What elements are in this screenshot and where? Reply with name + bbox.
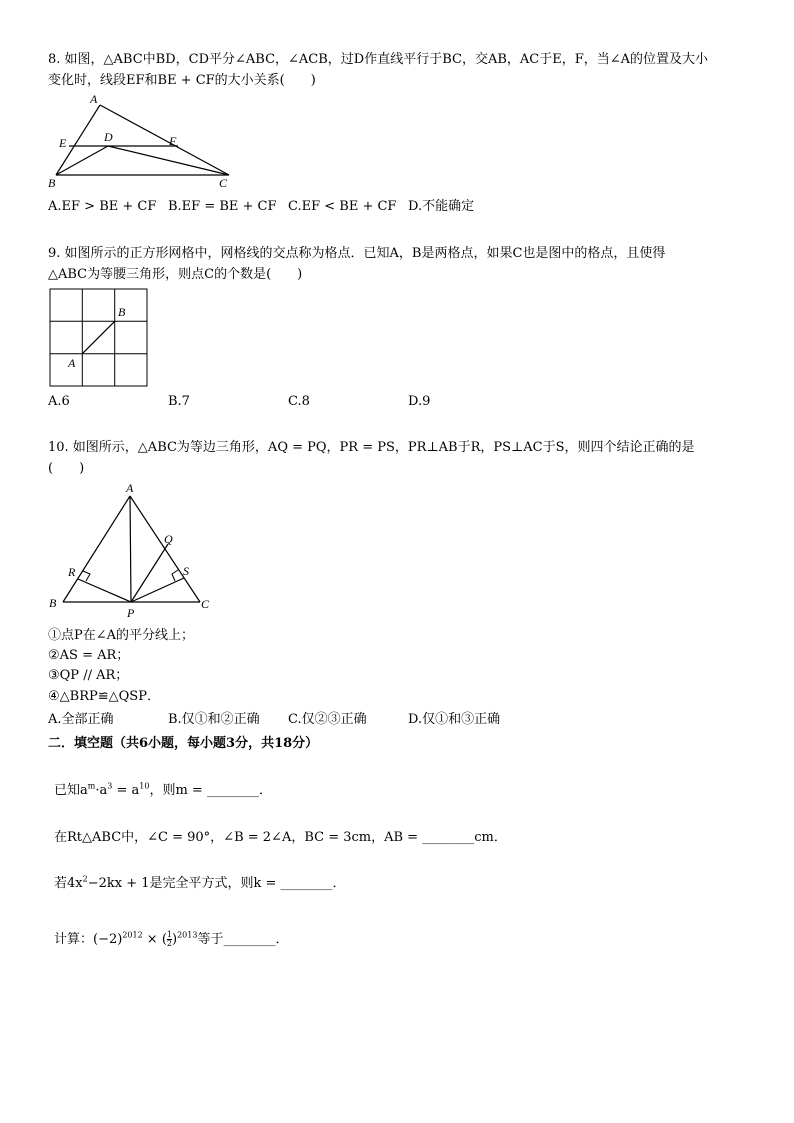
q8-stem-line1: 8. 如图，△ABC中BD，CD平分∠ABC，∠ACB，过D作直线平行于BC，交AB，AC于E，F，当∠A的位置及大小 (48, 52, 709, 67)
q9-label-a: A (68, 356, 76, 370)
q10-stem-line2: ( ) (48, 461, 85, 476)
fill-question-4: 计算：$(-2)^{2012}$ × ( $\frac{1}{2}$ )$^{2013}$等于________． (54, 930, 289, 948)
q8-label-d: D (104, 130, 113, 144)
fraction-one-half: $\frac{1}{2}$ (166, 930, 172, 948)
q9-option-d[interactable]: D.9 (408, 394, 431, 409)
q10-option-d[interactable]: D.仅①和③正确 (408, 712, 501, 727)
q9-stem-line1: 9. 如图所示的正方形网格中，网格线的交点称为格点．已知A，B是两格点，如果C也是图中的格点，且使得 (48, 246, 666, 261)
q10-option-c[interactable]: C.仅②③正确 (288, 712, 367, 727)
q8-label-c: C (219, 176, 228, 190)
fill-question-1: 已知$a^m\cdot a^3 = a^{10}$，则m = ________． (54, 781, 272, 798)
q8-option-b[interactable]: B.EF = BE + CF (168, 199, 277, 214)
q8-figure (44, 90, 244, 192)
q9-option-c[interactable]: C.8 (288, 394, 310, 409)
q10-label-c: C (201, 597, 210, 611)
q8-line-cd (108, 146, 229, 175)
q10-label-a: A (126, 481, 134, 495)
fill-question-3: 若$4x^2-2kx + 1$是完全平方式，则k = ________． (54, 874, 346, 891)
q10-statement-2: ②AS = AR； (48, 648, 130, 663)
q10-line-ap (130, 496, 131, 602)
section-2-title: 二．填空题（共6小题，每小题3分，共18分） (48, 736, 319, 751)
q8-line-bd (56, 146, 108, 175)
q8-option-a[interactable]: A.EF > BE + CF (48, 199, 157, 214)
q10-label-p: P (127, 606, 135, 620)
q8-label-b: B (48, 176, 56, 190)
q10-label-r: R (68, 565, 76, 579)
q9-grid-figure (48, 287, 152, 389)
q10-label-q: Q (164, 532, 173, 546)
q10-statement-3: ③QP // AR； (48, 668, 129, 683)
q8-side-ac (100, 105, 229, 175)
q8-option-d[interactable]: D.不能确定 (408, 199, 475, 214)
q10-option-b[interactable]: B.仅①和②正确 (168, 712, 260, 727)
q8-label-a: A (90, 92, 98, 106)
q9-segment-ab (82, 321, 114, 353)
q9-option-b[interactable]: B.7 (168, 394, 190, 409)
q10-side-ab (63, 496, 130, 602)
q8-label-f: F (169, 134, 177, 148)
fill-question-2: 在Rt△ABC中，∠C = 90°，∠B = 2∠A，BC = 3cm，AB = ________cm． (54, 830, 507, 845)
q8-stem-line2: 变化时，线段EF和BE + CF的大小关系( ) (48, 73, 316, 88)
q10-option-a[interactable]: A.全部正确 (48, 712, 114, 727)
q8-label-e: E (59, 136, 67, 150)
q10-right-angle-s (172, 570, 178, 581)
q9-label-b: B (118, 305, 126, 319)
q10-statement-1: ①点P在∠A的平分线上； (48, 628, 195, 643)
q9-stem-line2: △ABC为等腰三角形，则点C的个数是( ) (48, 267, 303, 282)
q10-figure (44, 478, 216, 624)
q10-statement-4: ④△BRP≌△QSP． (48, 689, 160, 704)
q10-right-angle-r (83, 571, 90, 581)
q10-label-b: B (49, 596, 57, 610)
q9-option-a[interactable]: A.6 (48, 394, 70, 409)
q10-label-s: S (183, 564, 189, 578)
q10-line-pr (78, 579, 131, 602)
q8-option-c[interactable]: C.EF < BE + CF (288, 199, 397, 214)
q10-stem-line1: 10. 如图所示，△ABC为等边三角形，AQ = PQ，PR = PS，PR⊥AB于R，PS⊥AC于S，则四个结论正确的是 (48, 440, 695, 455)
